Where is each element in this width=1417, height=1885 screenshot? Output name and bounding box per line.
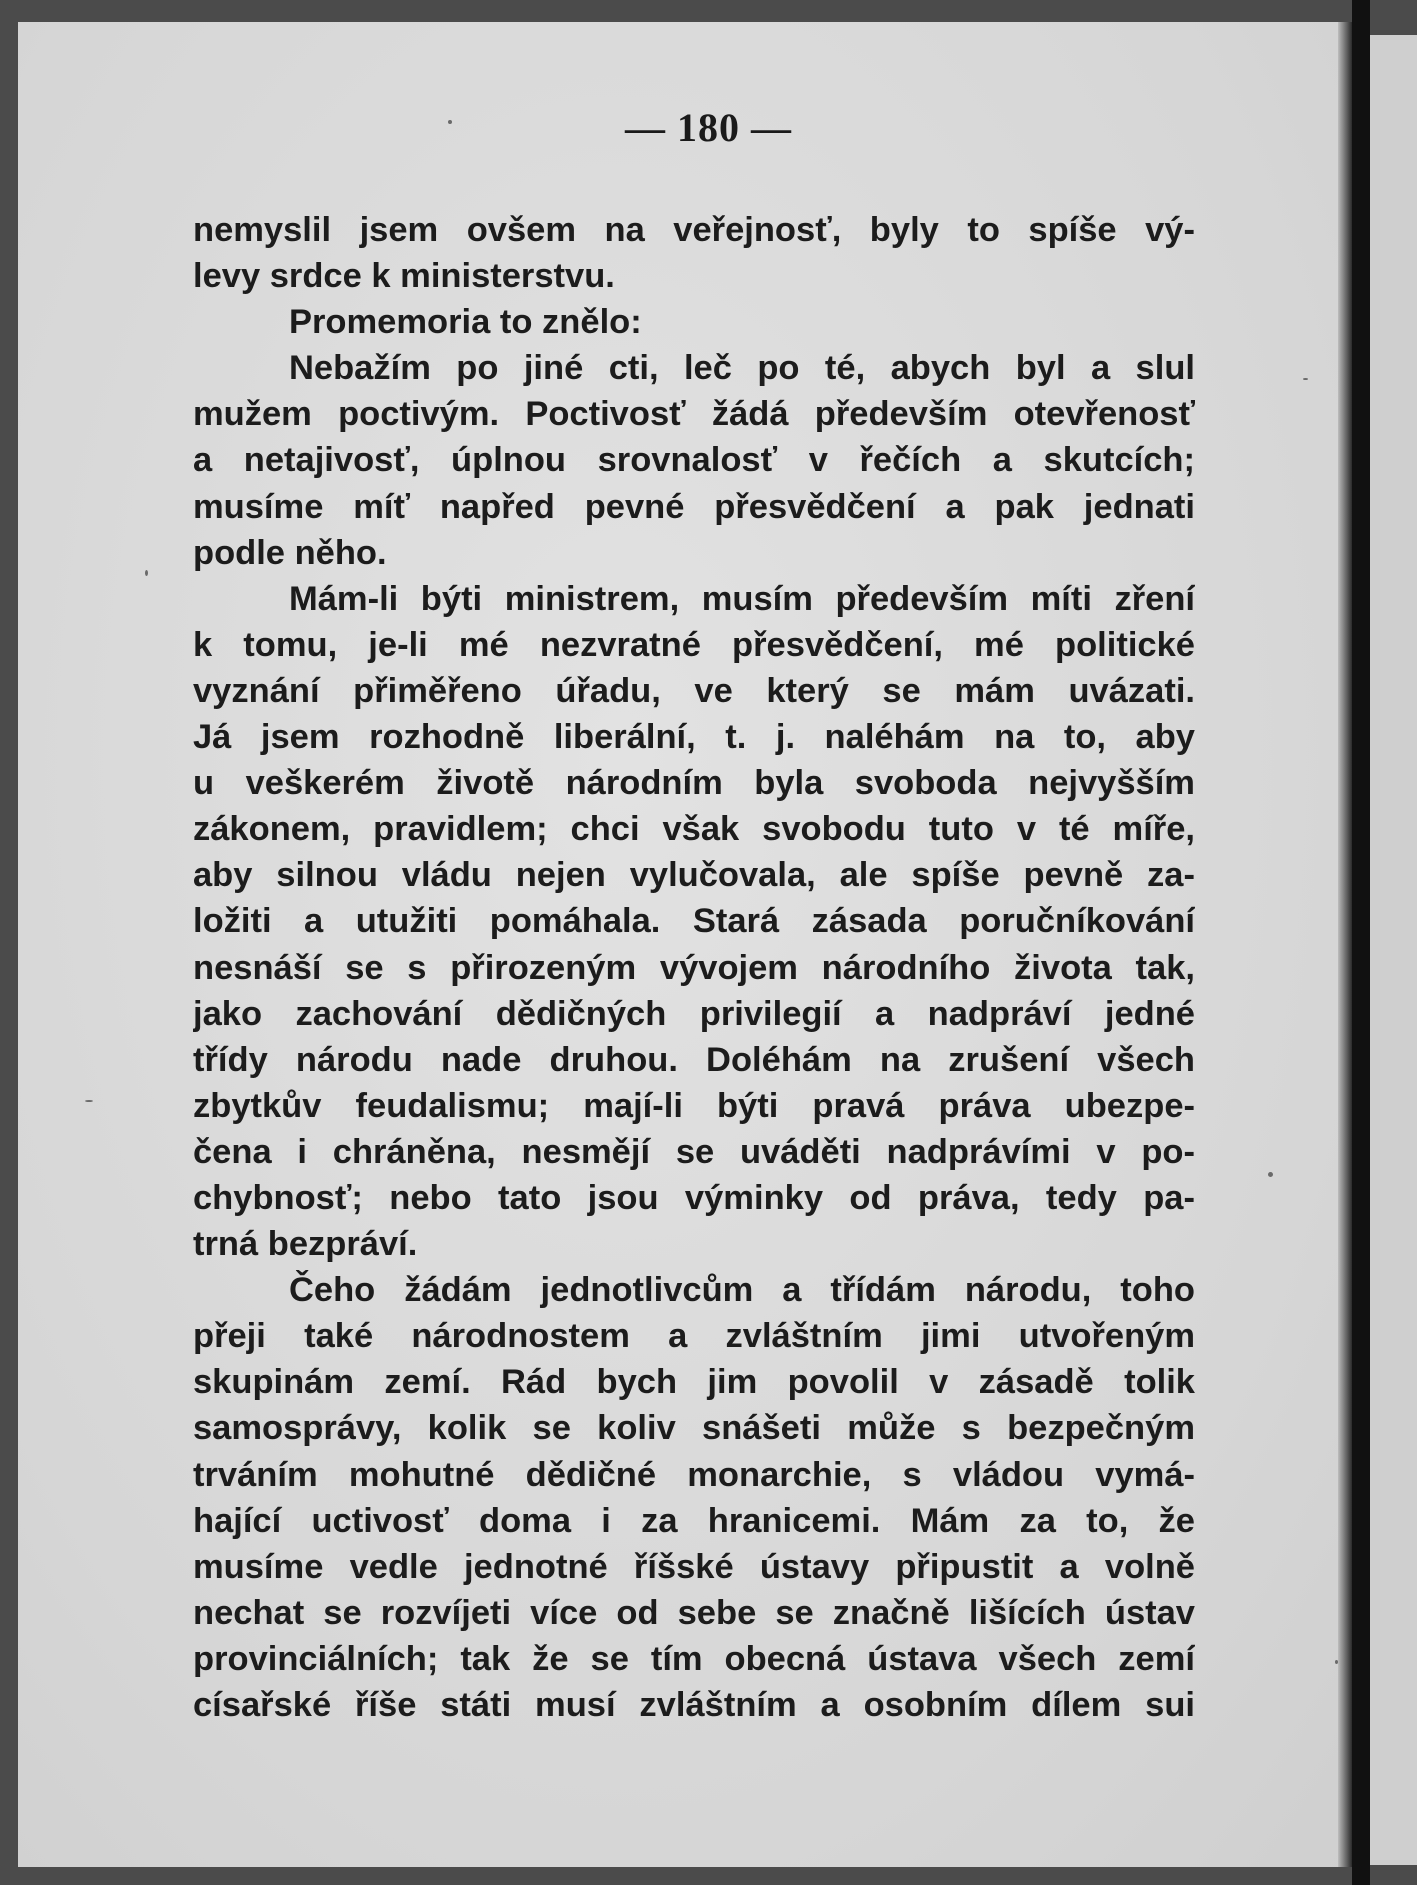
scan-speck: [1268, 1172, 1273, 1177]
scan-speck: [1303, 378, 1308, 380]
book-gutter: [1352, 0, 1370, 1885]
text-line: Čeho žádám jednotlivcům a třídám národu, toho: [289, 1271, 1195, 1310]
text-line: přeji také národnostem a zvláštním jimi utvořeným: [193, 1317, 1195, 1356]
adjacent-page-edge: [1370, 35, 1417, 1865]
text-line: Nebažím po jiné cti, leč po té, abych byl a slul: [289, 349, 1195, 388]
page-edge-shadow: [1338, 22, 1352, 1867]
scan-speck: [1335, 1660, 1338, 1664]
scan-speck: [85, 1100, 93, 1102]
text-line: čena i chráněna, nesmějí se uváděti nadprávími v po-: [193, 1132, 1195, 1171]
text-line: mužem poctivým. Poctivosť žádá především otevřenosť: [193, 395, 1195, 434]
text-line: podle něho.: [193, 533, 387, 572]
text-line: k tomu, je-li mé nezvratné přesvědčení, mé politické: [193, 625, 1195, 664]
text-line: zbytkův feudalismu; mají-li býti pravá práva ubezpe-: [193, 1086, 1195, 1125]
text-line: Mám-li býti ministrem, musím především míti zření: [289, 579, 1195, 618]
scan-speck: [145, 570, 148, 576]
text-line: chybnosť; nebo tato jsou výminky od práva, tedy pa-: [193, 1178, 1195, 1217]
text-line: levy srdce k ministerstvu.: [193, 257, 615, 296]
text-line: třídy národu nade druhou. Doléhám na zrušení všech: [193, 1040, 1195, 1079]
text-line: samosprávy, kolik se koliv snášeti může s bezpečným: [193, 1409, 1195, 1448]
text-line: provinciálních; tak že se tím obecná ústava všech zemí: [193, 1639, 1195, 1678]
text-line: aby silnou vládu nejen vylučovala, ale spíše pevně za-: [193, 856, 1195, 895]
text-line: Já jsem rozhodně liberální, t. j. naléhám na to, aby: [193, 718, 1195, 757]
text-line: nechat se rozvíjeti více od sebe se značně lišících ústav: [193, 1593, 1195, 1632]
text-line: vyznání přiměřeno úřadu, ve který se mám uvázati.: [193, 671, 1195, 710]
text-line: zákonem, pravidlem; chci však svobodu tuto v té míře,: [193, 810, 1195, 849]
page-number: — 180 —: [625, 105, 792, 150]
text-line: hající uctivosť doma i za hranicemi. Mám za to, že: [193, 1501, 1195, 1540]
text-line: jako zachování dědičných privilegií a nadpráví jedné: [193, 994, 1195, 1033]
text-line: trváním mohutné dědičné monarchie, s vládou vymá-: [193, 1455, 1195, 1494]
text-line: nesnáší se s přirozeným vývojem národního života tak,: [193, 948, 1195, 987]
text-line: u veškerém životě národním byla svoboda nejvyšším: [193, 764, 1195, 803]
text-line: císařské říše státi musí zvláštním a osobním dílem sui: [193, 1686, 1195, 1724]
text-line: nemyslil jsem ovšem na veřejnosť, byly to spíše vý-: [193, 211, 1195, 249]
body-text: [193, 207, 1195, 1728]
text-line: trná bezpráví.: [193, 1225, 418, 1264]
text-line: a netajivosť, úplnou srovnalosť v řečích a skutcích;: [193, 441, 1195, 480]
text-line: skupinám zemí. Rád bych jim povolil v zásadě tolik: [193, 1363, 1195, 1402]
text-line: musíme vedle jednotné říšské ústavy připustit a volně: [193, 1547, 1195, 1586]
text-line: ložiti a utužiti pomáhala. Stará zásada poručníkování: [193, 902, 1195, 941]
text-line: musíme míť napřed pevné přesvědčení a pak jednati: [193, 487, 1195, 526]
text-line: Promemoria to znělo:: [289, 303, 642, 342]
